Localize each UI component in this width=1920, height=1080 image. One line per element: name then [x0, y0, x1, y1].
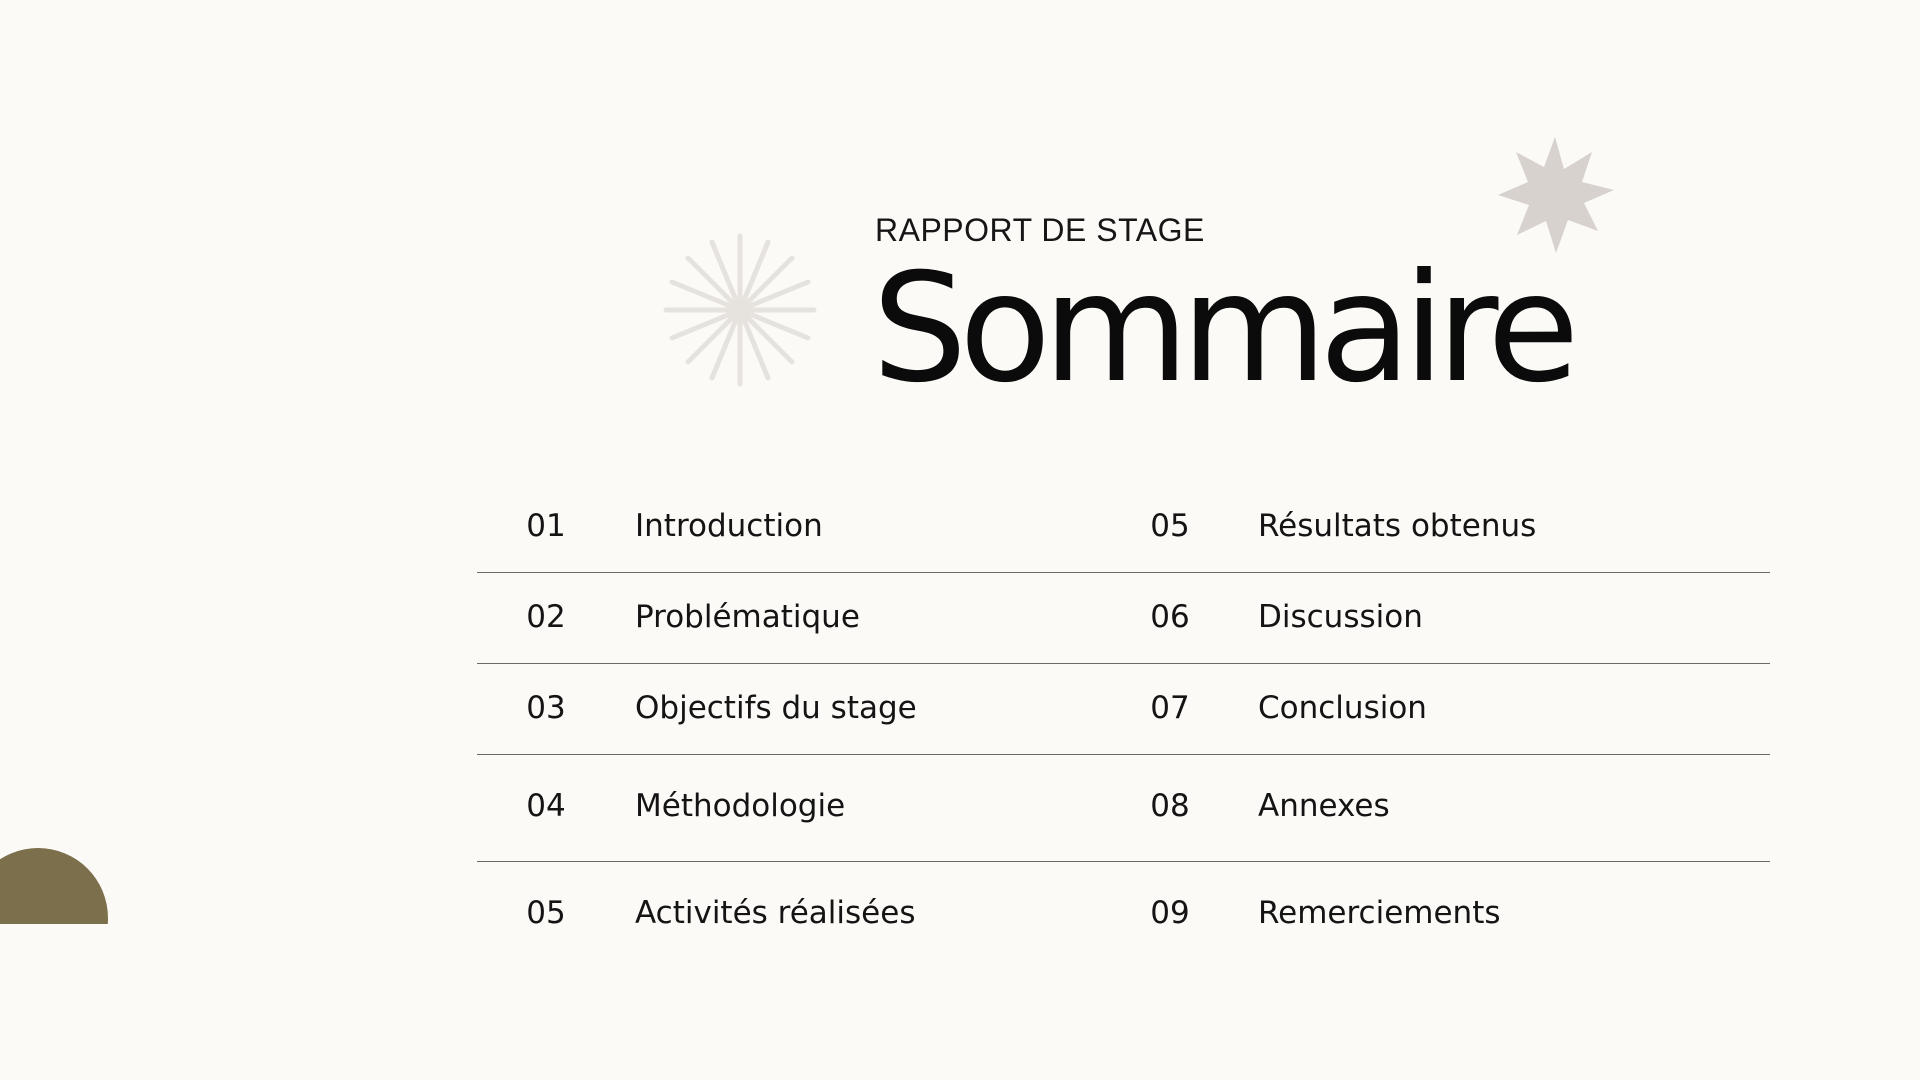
toc-number: 05: [1150, 508, 1190, 544]
toc-number: 06: [1150, 599, 1190, 635]
row-divider: [477, 663, 1770, 664]
sunburst-icon: [660, 230, 820, 390]
star-icon: [1494, 135, 1616, 257]
toc-item-methodologie[interactable]: Méthodologie: [635, 788, 846, 824]
toc-number: 09: [1150, 895, 1190, 931]
toc-item-annexes[interactable]: Annexes: [1258, 788, 1390, 824]
page-title: Sommaire: [872, 242, 1572, 416]
toc-number: 07: [1150, 690, 1190, 726]
toc-number: 05: [526, 895, 566, 931]
toc-number: 03: [526, 690, 566, 726]
toc-item-resultats[interactable]: Résultats obtenus: [1258, 508, 1537, 544]
toc-item-objectifs[interactable]: Objectifs du stage: [635, 690, 917, 726]
toc-number: 02: [526, 599, 566, 635]
toc-number: 01: [526, 508, 566, 544]
toc-item-introduction[interactable]: Introduction: [635, 508, 823, 544]
toc-number: 08: [1150, 788, 1190, 824]
row-divider: [477, 572, 1770, 573]
report-subtitle: RAPPORT DE STAGE: [875, 212, 1205, 248]
toc-number: 04: [526, 788, 566, 824]
row-divider: [477, 754, 1770, 755]
toc-item-problematique[interactable]: Problématique: [635, 599, 860, 635]
toc-item-conclusion[interactable]: Conclusion: [1258, 690, 1427, 726]
row-divider: [477, 861, 1770, 862]
toc-item-activites[interactable]: Activités réalisées: [635, 895, 916, 931]
toc-item-discussion[interactable]: Discussion: [1258, 599, 1423, 635]
toc-item-remerciements[interactable]: Remerciements: [1258, 895, 1501, 931]
half-circle-shape: [0, 848, 108, 924]
